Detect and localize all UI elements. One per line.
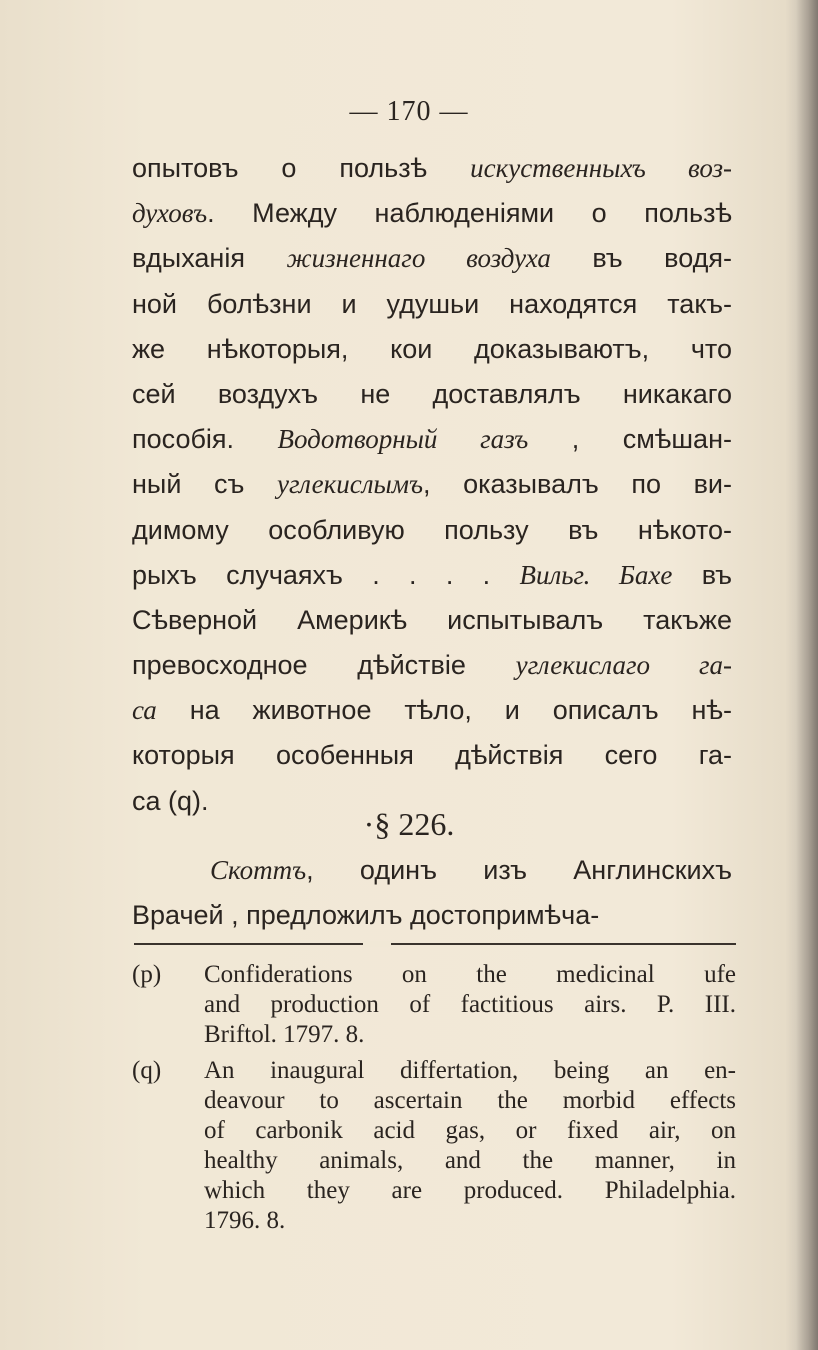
text-run: , смѣшан- [528,424,732,455]
text-run: ный съ [132,469,277,500]
footnote-line: An inaugural differtation, being an en- [204,1057,736,1084]
italic-text: жизненнаго воздуха [286,243,551,274]
page-gutter-shadow [796,0,818,1350]
page-number: — 170 — [349,96,469,127]
text-run: Сѣверной Америкѣ испытывалъ такъже [132,604,732,635]
text-line [132,282,732,327]
footnote-line: Confiderations on the medicinal ufe [204,961,736,988]
text-run: въ водя- [550,243,733,274]
footnote-line: 1796. 8. [204,1207,286,1234]
text-line [132,372,732,417]
text-line [132,236,732,281]
italic-text: Водотворный газъ [277,424,529,455]
text-line [132,146,732,191]
text-run: пособія. [132,424,278,455]
italic-text: са [132,695,157,726]
footnote [132,960,736,1050]
italic-text: углекислымъ [277,469,424,500]
main-paragraph [132,146,732,824]
footnote-line: Briftol. 1797. 8. [204,1021,365,1048]
text-line [132,643,732,688]
text-run: въ [672,559,733,590]
footnote [132,1056,736,1236]
text-run: же нѣкоторыя, кои доказываютъ, что [132,333,732,364]
text-run: превосходное дѣйствіе [132,650,516,681]
footnote-line: deavour to ascertain the morbid effects [204,1087,736,1114]
text-run: , оказывалъ по ви- [423,469,733,500]
footnote-line: and production of factitious airs. P. III. [204,991,736,1018]
text-run: на животное тѣло, и описалъ нѣ- [156,695,732,726]
text-line [132,327,732,372]
footnotes [132,960,736,1242]
footnote-separator-gap [363,941,391,947]
text-run: ной болѣзни и удушьи находятся такъ- [132,288,732,319]
text-line [132,848,732,893]
text-line [132,508,732,553]
text-line [132,462,732,507]
text-run: которыя особенныя дѣйствія сего га- [132,740,732,771]
footnote-line: of carbonik acid gas, or fixed air, on [204,1117,736,1144]
text-run: вдыханія [132,243,287,274]
italic-text: духовъ [132,198,208,229]
italic-text: Вильг. Бахе [519,559,673,590]
italic-text: углекислаго га- [515,650,733,681]
footnote-label: (p) [132,961,162,988]
text-line [132,417,732,462]
text-line [132,893,732,938]
footnote-line: which they are produced. Philadelphia. [204,1177,736,1204]
text-line [132,191,732,236]
text-line [132,598,732,643]
text-run: . Между наблюденіями о пользѣ [207,198,732,229]
text-run: , одинъ изъ Англинскихъ [306,855,732,885]
text-line [132,688,732,733]
italic-text: Скоттъ [210,855,307,885]
footnote-line: healthy animals, and the manner, in [204,1147,736,1174]
text-run: опытовъ о пользѣ [132,153,471,183]
text-line [132,553,732,598]
footnote-label: (q) [132,1057,162,1084]
footnote-separator-rule [134,943,736,945]
second-paragraph [132,848,732,938]
text-line [132,733,732,778]
text-run: са (q). [132,785,209,816]
text-run: рыхъ случаяхъ . . . . [132,559,520,590]
italic-text: искуственныхъ воз- [470,153,733,183]
section-heading: ·§ 226. [363,806,455,842]
text-run: сей воздухъ не доставлялъ никакаго [132,378,732,409]
text-run: Врачей , предложилъ достопримѣча- [132,900,600,931]
text-run: димому особливую пользу въ нѣкото- [132,514,732,545]
